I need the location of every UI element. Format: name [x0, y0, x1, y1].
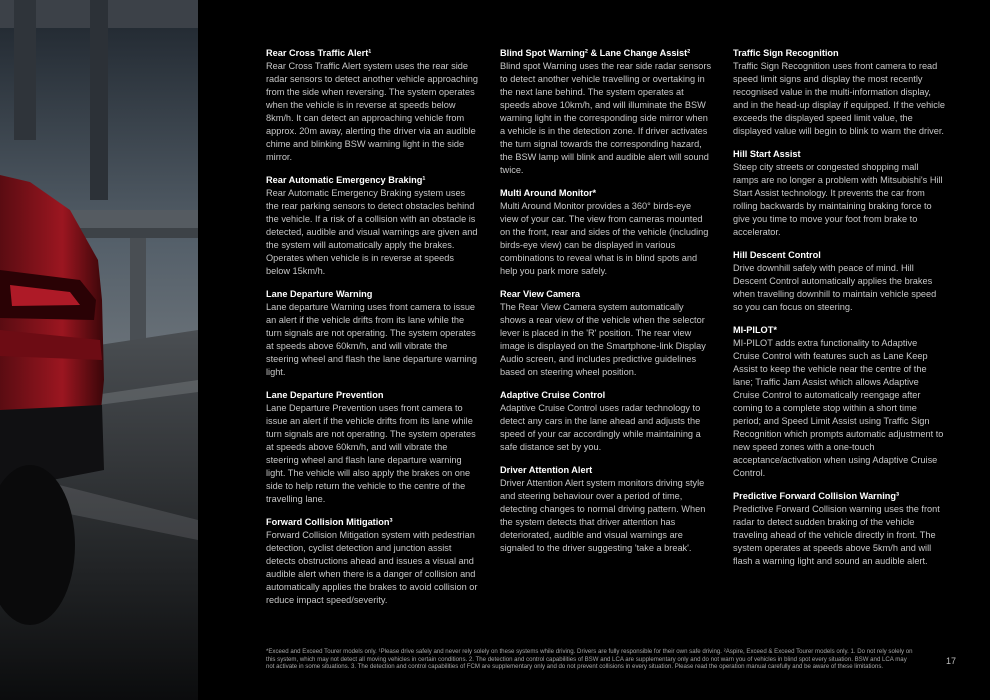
feature-body: Multi Around Monitor provides a 360° birds-eye view of your car. The view from cameras mounted on the front, rear and sides of the vehicle (including birds-eye view) can be displayed in various combinations to reveal what is in blind spots and help you park more safely. — [500, 201, 709, 276]
feature-title: Forward Collision Mitigation³ — [266, 517, 393, 527]
feature-body: Blind spot Warning uses the rear side radar sensors to detect another vehicle travelling or overtaking in the next lane behind. The system operates at speeds above 10km/h, and will illuminate the BSW warning light in the corresponding side mirror when a vehicle is in the detection zone. If driver activates the turn signal towards the corresponding hazard, the BSW lamp will blink and audible alert will sound twice. — [500, 61, 712, 175]
features-content — [198, 0, 990, 700]
feature-body: Lane departure Warning uses front camera to issue an alert if the vehicle drifts from its lane while the turn signals are not operating. The system operates at speeds above 60km/h, and will vibrate the steering wheel and flash the lane departure warning light. — [266, 302, 477, 377]
page-number: 17 — [946, 656, 957, 666]
feature-title: Driver Attention Alert — [500, 465, 593, 475]
feature-driver-attention-alert — [500, 464, 712, 555]
feature-rear-automatic-emergency-braking — [266, 174, 478, 278]
feature-forward-collision-mitigation — [266, 516, 478, 607]
feature-title: Multi Around Monitor* — [500, 188, 597, 198]
feature-rear-view-camera — [500, 288, 712, 379]
vehicle-photo-graphic — [0, 0, 198, 700]
feature-title: Hill Descent Control — [733, 250, 821, 260]
feature-adaptive-cruise-control — [500, 389, 712, 454]
feature-body: Adaptive Cruise Control uses radar technology to detect any cars in the lane ahead and adjusts the speed of your car accordingly while maintaining a safe distance set by you. — [500, 403, 701, 452]
feature-title: Lane Departure Warning — [266, 289, 373, 299]
footnote: *Exceed and Exceed Tourer models only. ¹Please drive safely and never rely solely on these systems while driving. Drivers are fully responsible for their own safe driving. ²Aspire, Exceed & Exceed Tourer models only. 1. Do not rely solely on this system, which may not detect all moving vehicles in certain conditions. 2. The detection and control capabilities of BSW and LCA are supplementary only and do not warn you of vehicles in blind spot every situation. BSW and LCA may not activate in some situations. 3. The detection and control capabilities of FCM are supplementary only and do not prevent collisions in every situation. Please read the operation manual carefully and be aware of these limitations. — [266, 648, 913, 671]
column-middle — [500, 47, 712, 565]
feature-body: Traffic Sign Recognition uses front camera to read speed limit signs and display the most recently recognised value in the multi-information display, and in the head-up display if equipped. If the vehicle exceeds the displayed speed limit value, the displayed value will begin to blink to warn the driver. — [733, 61, 945, 136]
column-right — [733, 47, 945, 578]
feature-multi-around-monitor — [500, 187, 712, 278]
feature-body: Forward Collision Mitigation system with pedestrian detection, cyclist detection and junction assist detects obstructions ahead and issues a visual and audible alert when there is a danger of collision and automatically applies the brakes to avoid collision or reduce impact speed/severity. — [266, 530, 478, 605]
feature-rear-cross-traffic-alert — [266, 47, 478, 164]
feature-traffic-sign-recognition — [733, 47, 945, 138]
feature-body: Drive downhill safely with peace of mind. Hill Descent Control automatically applies the brakes when travelling downhill to maintain vehicle speed so you can focus on steering. — [733, 263, 937, 312]
feature-body: Rear Cross Traffic Alert system uses the rear side radar sensors to detect another vehicle approaching from the side when reversing. The system operates when the vehicle is in reverse at speeds below 8km/h. It can detect an approaching vehicle from approx. 20m away, alerting the driver via an audible chime and blinking BSW warning light in the side mirror. — [266, 61, 478, 162]
feature-title: Predictive Forward Collision Warning³ — [733, 491, 900, 501]
feature-lane-departure-warning — [266, 288, 478, 379]
feature-title: Rear Cross Traffic Alert¹ — [266, 48, 372, 58]
feature-title: Adaptive Cruise Control — [500, 390, 606, 400]
feature-title: Traffic Sign Recognition — [733, 48, 839, 58]
feature-body: Lane Departure Prevention uses front camera to issue an alert if the vehicle drifts from its lane while turn signals are not operating. The system operates at speeds above 60km/h, and will vibrate the steering wheel and flash lane departure warning light. The vehicle will also apply the brakes on one side to help return the vehicle to the centre of the travelling lane. — [266, 403, 476, 504]
feature-hill-start-assist — [733, 148, 945, 239]
feature-body: Rear Automatic Emergency Braking system uses the rear parking sensors to detect obstacles behind the vehicle. If a risk of a collision with an obstacle is detected, audible and visual warnings are given and the system will automatically apply the brakes. Operates when vehicle is in reverse at speeds below 15km/h. — [266, 188, 478, 276]
vehicle-photo — [0, 0, 198, 700]
feature-predictive-forward-collision-warning — [733, 490, 945, 568]
column-left — [266, 47, 478, 617]
feature-body: The Rear View Camera system automatically shows a rear view of the vehicle when the selector lever is placed in the 'R' position. The rear view image is displayed on the Smartphone-link Display Audio screen, and includes predictive guidelines based on steering wheel position. — [500, 302, 706, 377]
feature-body: MI-PILOT adds extra functionality to Adaptive Cruise Control with features such as Lane Keep Assist to keep the vehicle near the centre of the lane; Traffic Jam Assist which allows Adaptive Cruise Control to automatically reengage after coming to a complete stop within a short time period; and Speed Limit Assist using Traffic Sign Recognition which prompts automatic adjustment to new speed zones with a one-touch acceptance/activation when using Adaptive Cruise Control. — [733, 338, 944, 478]
feature-lane-departure-prevention — [266, 389, 478, 506]
feature-title: Lane Departure Prevention — [266, 390, 384, 400]
feature-body: Predictive Forward Collision warning uses the front radar to detect sudden braking of the vehicle traveling ahead of the vehicle directly in front. The system operates at speeds above 5km/h and will flash a warning light and sound an audible alert. — [733, 504, 940, 566]
feature-title: Hill Start Assist — [733, 149, 801, 159]
feature-body: Driver Attention Alert system monitors driving style and steering behaviour over a period of time, detecting changes to normal driving pattern. When the system detects that driver attention has deteriorated, audible and visual warnings are signaled to the driver suggesting 'take a break'. — [500, 478, 706, 553]
feature-blind-spot-warning — [500, 47, 712, 177]
feature-title: MI-PILOT* — [733, 325, 777, 335]
feature-mi-pilot — [733, 324, 945, 480]
feature-title: Blind Spot Warning² & Lane Change Assist² — [500, 48, 691, 58]
feature-title: Rear View Camera — [500, 289, 581, 299]
feature-body: Steep city streets or congested shopping mall ramps are no longer a problem with Mitsubishi's Hill Start Assist technology. It prevents the car from rolling backwards by maintaining braking force to give you time to move your foot from brake to accelerator. — [733, 162, 943, 237]
feature-title: Rear Automatic Emergency Braking¹ — [266, 175, 426, 185]
feature-hill-descent-control — [733, 249, 945, 314]
